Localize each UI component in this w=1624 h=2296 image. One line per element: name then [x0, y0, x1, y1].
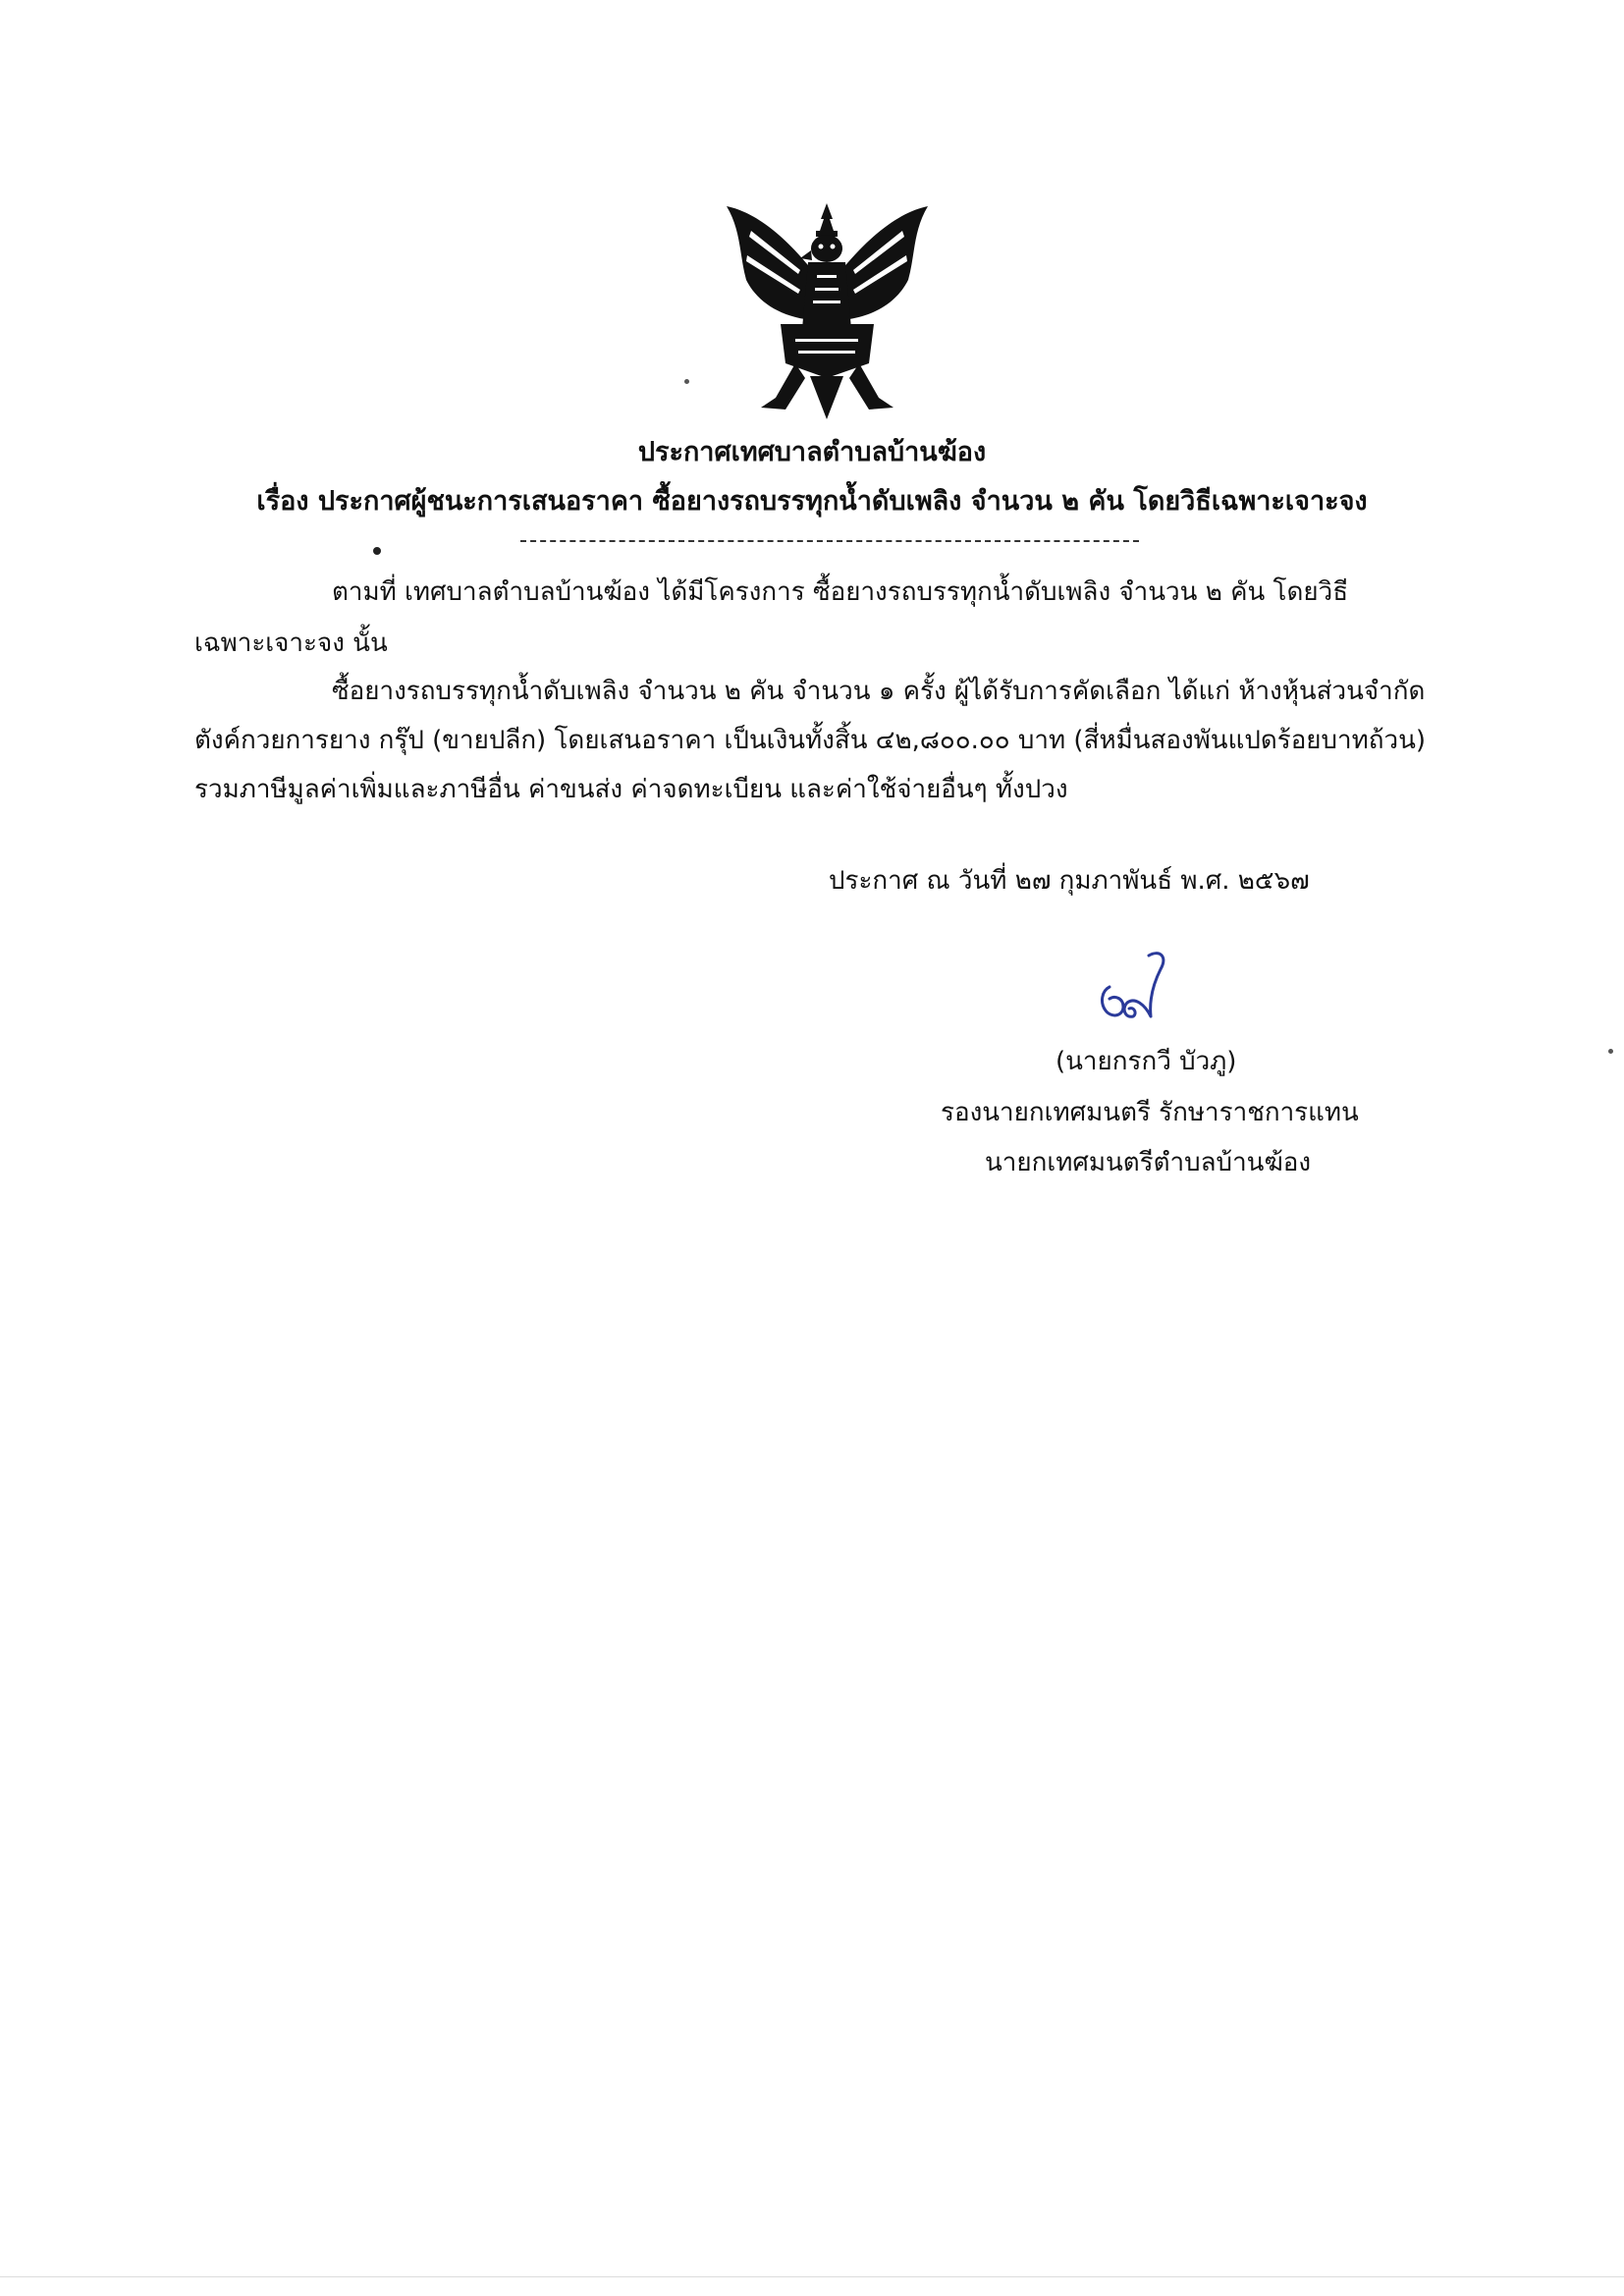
garuda-emblem-icon: [722, 201, 933, 422]
announcement-date: ประกาศ ณ วันที่ ๒๗ กุมภาพันธ์ พ.ศ. ๒๕๖๗: [829, 866, 1310, 896]
paragraph2-line2: ตังค์กวยการยาง กรุ๊ป (ขายปลีก) โดยเสนอราคา เป็นเงินทั้งสิ้น ๔๒,๘๐๐.๐๐ บาท (สี่หมื่นสองพันแปดร้อยบาทถ้วน): [194, 726, 1427, 755]
scan-speck: [1608, 1049, 1613, 1054]
scan-edge: [0, 2276, 1624, 2277]
signatory-name: (นายกรกวี บัวภู): [1056, 1047, 1237, 1076]
handwritten-signature-icon: [1080, 948, 1188, 1036]
announcement-subject: เรื่อง ประกาศผู้ชนะการเสนอราคา ซื้อยางรถบรรทุกน้ำดับเพลิง จำนวน ๒ คัน โดยวิธีเฉพาะเจาะจง: [256, 486, 1368, 517]
paragraph2-line3: รวมภาษีมูลค่าเพิ่มและภาษีอื่น ค่าขนส่ง ค่าจดทะเบียน และค่าใช้จ่ายอื่นๆ ทั้งปวง: [194, 775, 1068, 804]
title-divider: [520, 540, 1139, 542]
paragraph1-line2: เฉพาะเจาะจง นั้น: [194, 629, 388, 658]
scan-dot: [373, 547, 381, 555]
scan-speck: [684, 379, 689, 384]
paragraph1-line1: ตามที่ เทศบาลตำบลบ้านฆ้อง ได้มีโครงการ ซื้อยางรถบรรทุกน้ำดับเพลิง จำนวน ๒ คัน โดยวิธี: [332, 577, 1349, 607]
signatory-position-line1: รองนายกเทศมนตรี รักษาราชการแทน: [941, 1098, 1359, 1127]
paragraph2-line1: ซื้อยางรถบรรทุกน้ำดับเพลิง จำนวน ๒ คัน จำนวน ๑ ครั้ง ผู้ได้รับการคัดเลือก ได้แก่ ห้างหุ้นส่วนจำกัด: [332, 677, 1426, 706]
announcement-title: ประกาศเทศบาลตำบลบ้านฆ้อง: [637, 437, 987, 467]
signatory-position-line2: นายกเทศมนตรีตำบลบ้านฆ้อง: [985, 1148, 1312, 1177]
